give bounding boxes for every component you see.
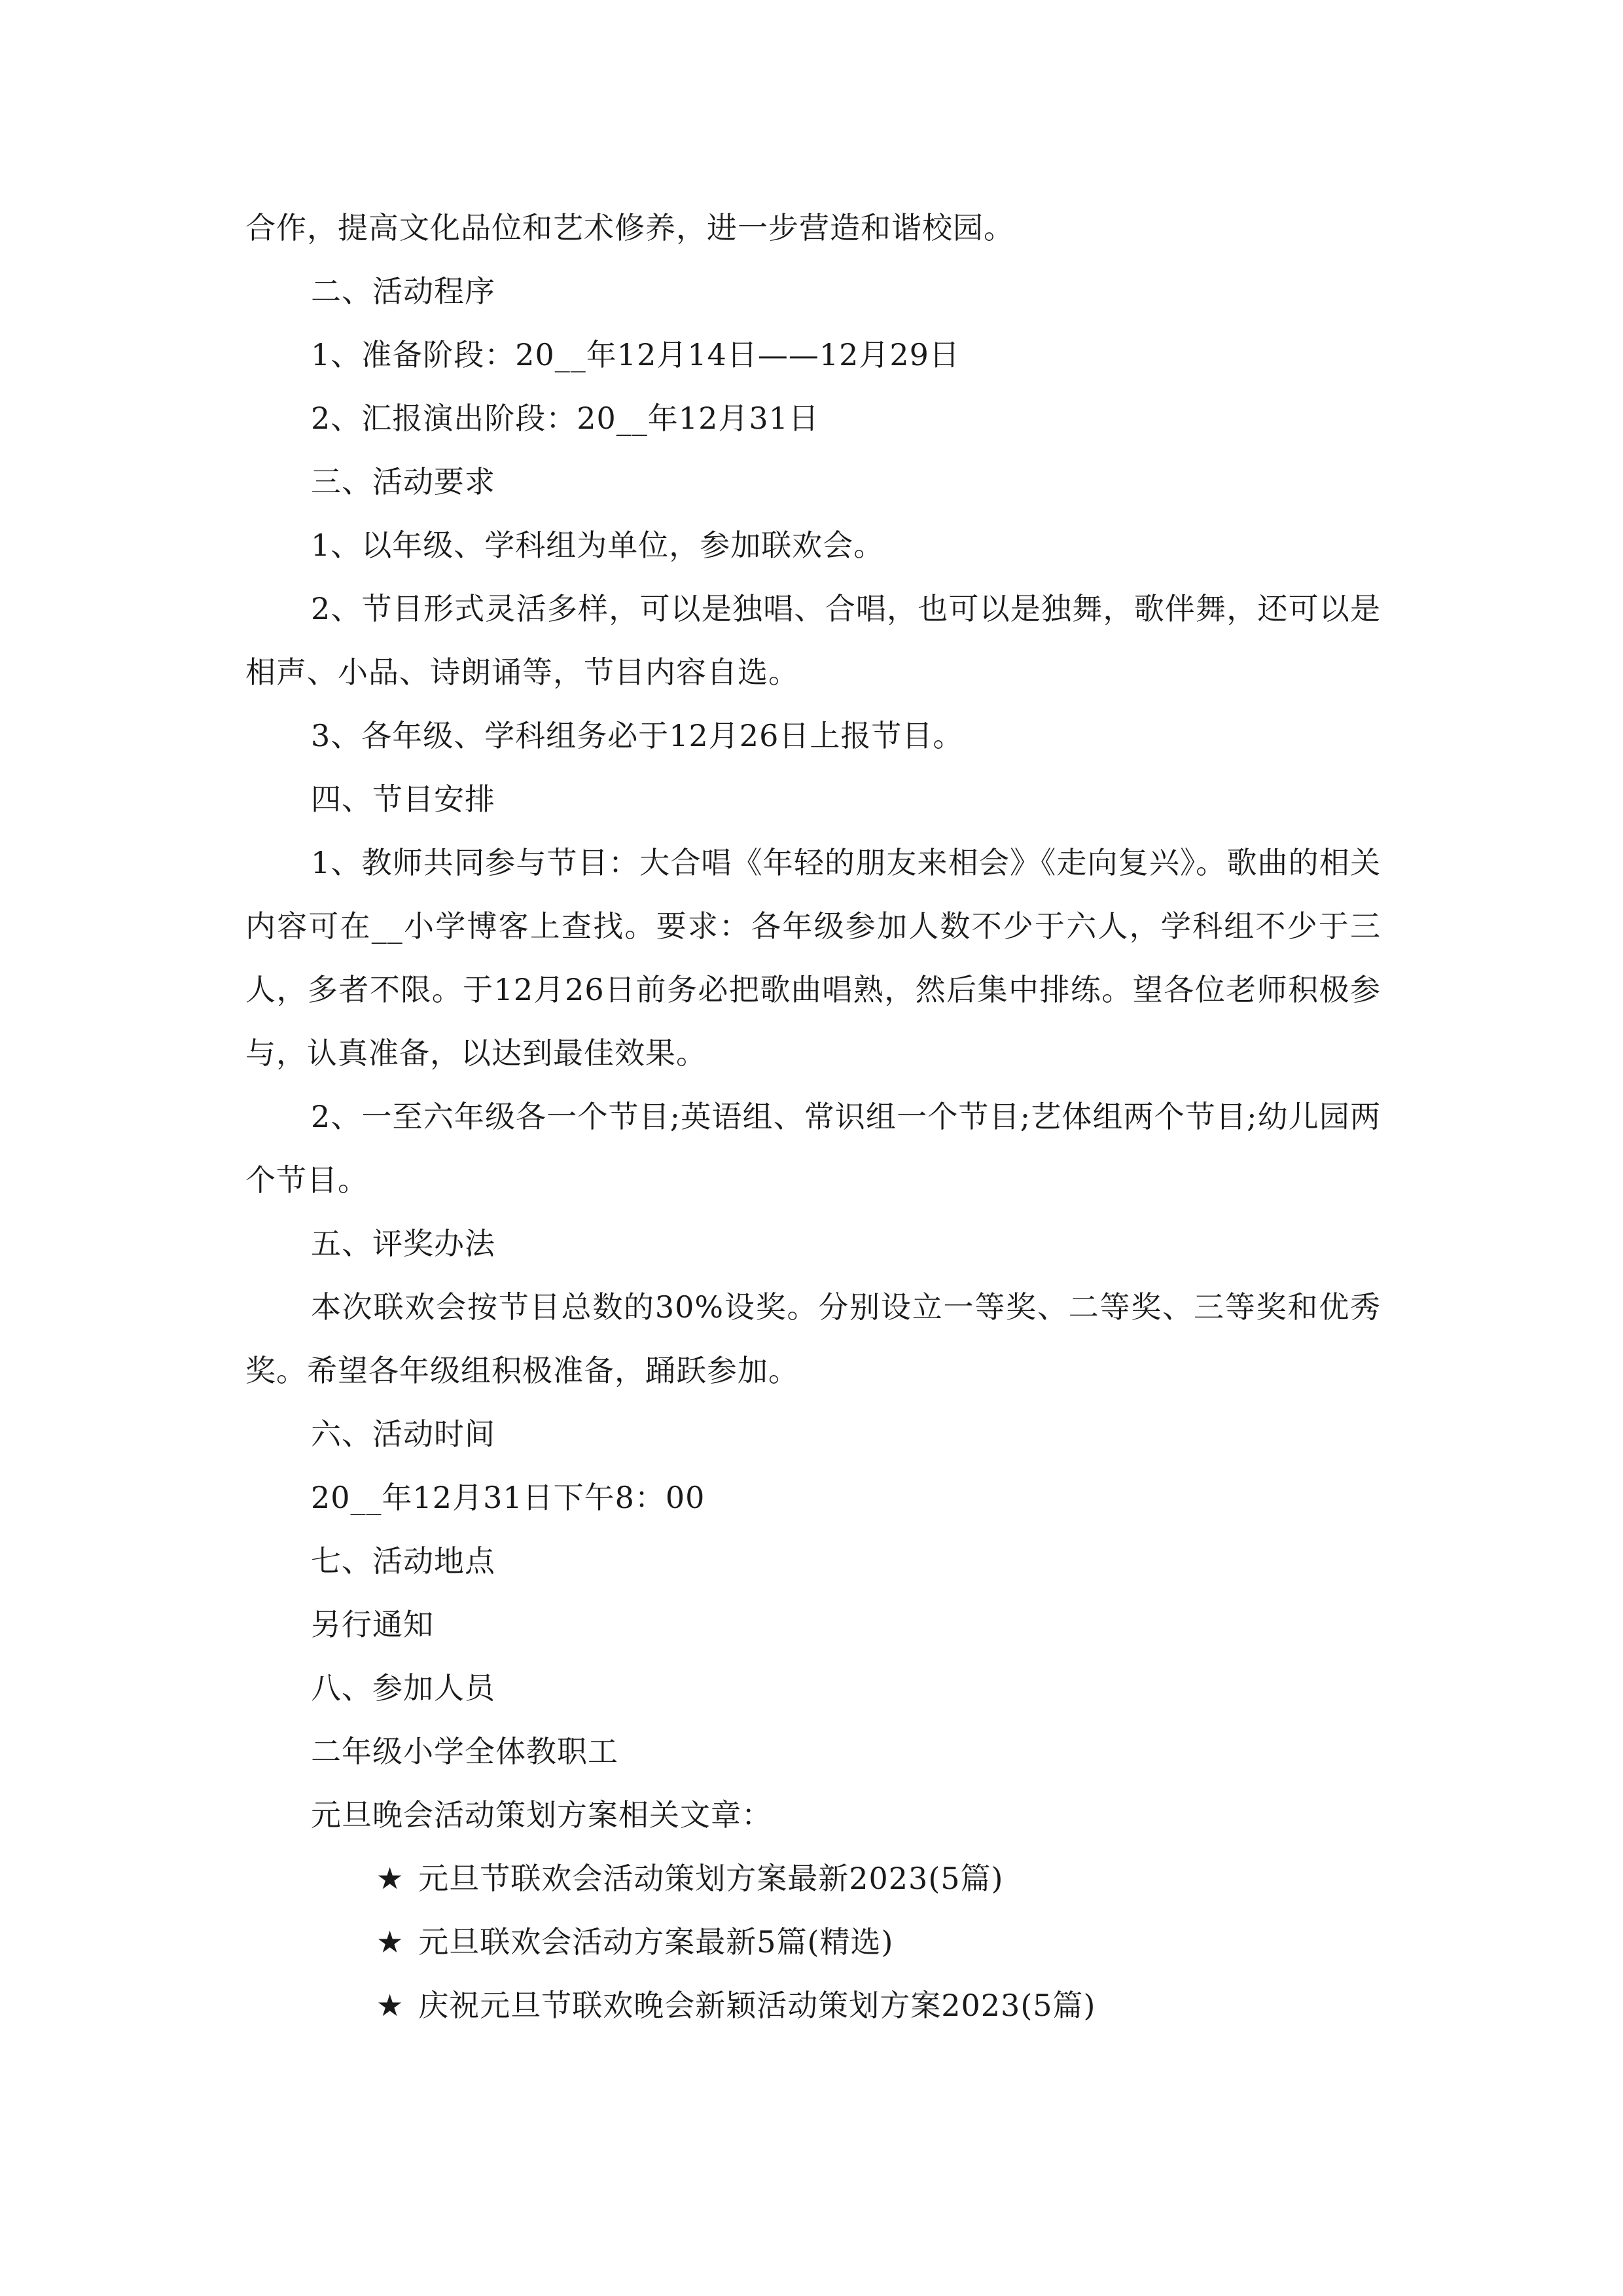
related-article-item[interactable] — [245, 1847, 1381, 1910]
paragraph: 3、各年级、学科组务必于12月26日上报节目。 — [311, 718, 964, 753]
paragraph: 1、教师共同参与节目：大合唱《年轻的朋友来相会》《走向复兴》。歌曲的相关内容可在__小学博客上查找。要求：各年级参加人数不少于六人，学科组不少于三人，多者不限。于12月26日前务必把歌曲唱熟，然后集中排练。望各位老师积极参与，认真准备，以达到最佳效果。 — [245, 845, 1381, 1071]
paragraph: 五、评奖办法 — [311, 1226, 495, 1261]
paragraph: 二年级小学全体教职工 — [311, 1734, 618, 1769]
related-articles-list — [245, 1847, 1381, 2037]
paragraph: 另行通知 — [311, 1607, 434, 1642]
paragraph: 1、以年级、学科组为单位，参加联欢会。 — [311, 528, 885, 563]
document-body — [245, 196, 1381, 1847]
paragraph: 2、一至六年级各一个节目;英语组、常识组一个节目;艺体组两个节目;幼儿园两个节目。 — [245, 1099, 1381, 1198]
related-article-link[interactable]: 元旦联欢会活动方案最新5篇(精选) — [418, 1924, 894, 1960]
star-icon: ★ — [376, 1861, 404, 1896]
paragraph: 六、活动时间 — [311, 1416, 495, 1452]
paragraph: 七、活动地点 — [311, 1543, 495, 1579]
star-icon: ★ — [376, 1988, 404, 2023]
paragraph: 20__年12月31日下午8：00 — [311, 1480, 705, 1515]
paragraph: 二、活动程序 — [311, 274, 495, 309]
related-article-link[interactable]: 元旦节联欢会活动策划方案最新2023(5篇) — [418, 1861, 1004, 1896]
related-article-item[interactable] — [245, 1910, 1381, 1974]
paragraph: 合作，提高文化品位和艺术修养，进一步营造和谐校园。 — [245, 210, 1014, 245]
paragraph: 2、汇报演出阶段：20__年12月31日 — [311, 401, 819, 436]
related-article-item[interactable] — [245, 1974, 1381, 2037]
paragraph: 三、活动要求 — [311, 464, 495, 499]
paragraph: 八、参加人员 — [311, 1670, 495, 1706]
document-page — [245, 196, 1381, 2037]
related-article-link[interactable]: 庆祝元旦节联欢晚会新颖活动策划方案2023(5篇) — [418, 1988, 1096, 2023]
paragraph: 2、节目形式灵活多样，可以是独唱、合唱，也可以是独舞，歌伴舞，还可以是相声、小品、诗朗诵等，节目内容自选。 — [245, 591, 1381, 690]
star-icon: ★ — [376, 1924, 404, 1960]
paragraph: 本次联欢会按节目总数的30%设奖。分别设立一等奖、二等奖、三等奖和优秀奖。希望各年级组积极准备，踊跃参加。 — [245, 1289, 1381, 1388]
paragraph: 四、节目安排 — [311, 781, 495, 817]
paragraph: 1、准备阶段：20__年12月14日——12月29日 — [311, 337, 960, 372]
paragraph: 元旦晚会活动策划方案相关文章： — [311, 1797, 772, 1833]
